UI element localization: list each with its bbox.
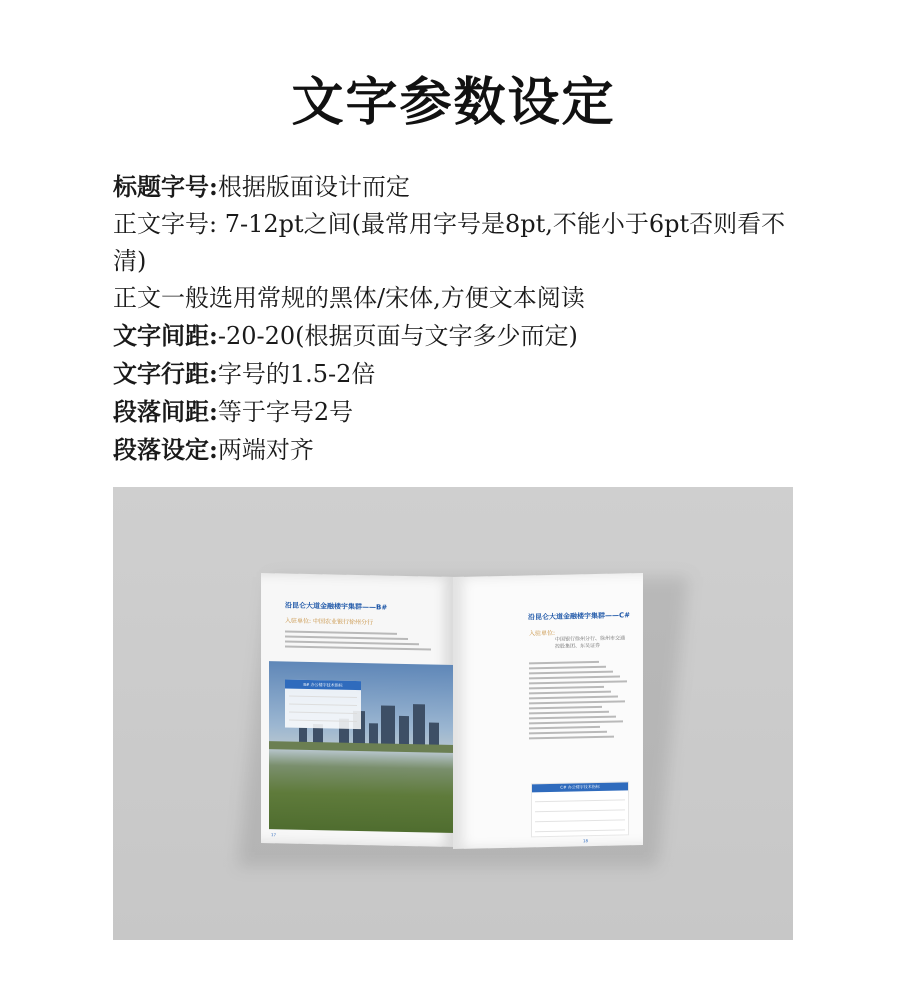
spec-body-font <box>113 280 813 317</box>
spec-paragraph-align <box>113 431 813 469</box>
spec-line-spacing <box>113 355 813 393</box>
text-line-placeholder <box>529 671 613 675</box>
text-line-placeholder <box>529 700 625 704</box>
spec-value: -20-20(根据页面与文字多少而定) <box>217 322 578 350</box>
spec-title-size <box>113 168 813 206</box>
open-brochure <box>261 575 643 853</box>
spec-value: 字号的1.5-2倍 <box>217 360 376 388</box>
tech-index-table <box>531 781 629 837</box>
tech-index-panel <box>285 679 361 729</box>
text-line-placeholder <box>529 711 609 715</box>
text-line-placeholder <box>285 635 408 640</box>
right-page-number: 18 <box>583 838 589 844</box>
text-line-placeholder <box>529 691 611 695</box>
spec-value: 两端对齐 <box>217 436 314 464</box>
text-line-placeholder <box>529 686 604 690</box>
spec-value: 根据版面设计而定 <box>217 173 410 201</box>
left-page-number: 17 <box>271 832 277 838</box>
text-line-placeholder <box>529 675 620 679</box>
text-line-placeholder <box>529 720 623 724</box>
right-page-body-text <box>529 657 629 742</box>
text-line-placeholder <box>285 645 431 650</box>
right-unit-label: 入驻单位: <box>529 629 556 638</box>
text-line-placeholder <box>529 726 600 729</box>
spec-label: 段落设定: <box>113 435 218 464</box>
left-page-body-text <box>285 627 445 653</box>
spec-label: 文字间距: <box>113 321 218 350</box>
spec-value: 等于字号2号 <box>217 398 354 426</box>
left-page-title: 沿昆仑大道金融楼宇集群——B# <box>285 601 388 612</box>
text-line-placeholder <box>529 706 602 710</box>
table-header: C# 办公楼宇技术指标 <box>532 782 628 792</box>
spec-value: 正文字号: 7-12pt之间(最常用字号是8pt,不能小于6pt否则看不清) <box>113 210 786 275</box>
left-page-unit <box>285 615 373 626</box>
spec-label: 段落间距: <box>113 397 218 426</box>
text-line-placeholder <box>529 736 614 740</box>
panel-header: B# 办公楼宇技术指标 <box>285 679 361 690</box>
spec-paragraph-spacing <box>113 393 813 431</box>
page-title: 文字参数设定 <box>291 72 616 133</box>
spec-label: 文字行距: <box>113 359 218 388</box>
text-line-placeholder <box>529 661 599 664</box>
brochure-left-page <box>261 573 455 847</box>
text-line-placeholder <box>529 731 607 735</box>
right-page-title: 沿昆仑大道金融楼宇集群——C# <box>528 611 631 622</box>
left-unit-value: 中国农业银行徐州分行 <box>312 618 373 627</box>
spec-list <box>113 168 813 469</box>
text-line-placeholder <box>285 630 397 634</box>
text-line-placeholder <box>529 680 627 684</box>
text-line-placeholder <box>529 666 606 670</box>
spec-label: 标题字号: <box>113 172 218 201</box>
brochure-mockup-photo <box>113 487 793 940</box>
spec-value: 正文一般选用常规的黑体/宋体,方便文本阅读 <box>113 284 585 312</box>
text-line-placeholder <box>529 716 616 720</box>
text-line-placeholder <box>529 696 618 700</box>
left-unit-label: 入驻单位: <box>285 617 312 626</box>
city-photo <box>269 661 455 833</box>
text-line-placeholder <box>285 640 419 645</box>
spec-letter-spacing <box>113 317 813 355</box>
brochure-right-page <box>453 573 643 849</box>
spec-body-size <box>113 206 813 280</box>
right-unit-value: 中国银行徐州分行、徐州市交通控股集团、东吴证券 <box>555 635 626 650</box>
